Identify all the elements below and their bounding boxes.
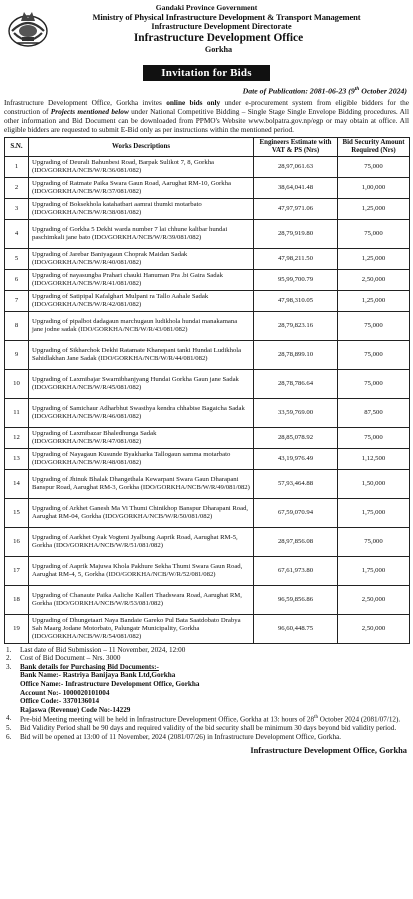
- cell-security: 2,50,000: [338, 269, 410, 290]
- note-3-text: Bank details for Purchasing Bid Documents:-: [20, 662, 159, 671]
- nepal-emblem-icon: [7, 9, 49, 49]
- cell-sn: 7: [5, 290, 29, 311]
- cell-description: Upgrading of Ratmate Paika Swara Gaun Road, Aarughat RM-10, Gorkha (IDO/GORKHA/NCB/W/R/37/081/082): [29, 177, 254, 198]
- table-row: [5, 290, 410, 311]
- invitation-banner: Invitation for Bids: [143, 65, 269, 81]
- cell-sn: 19: [5, 614, 29, 643]
- cell-security: 1,75,000: [338, 498, 410, 527]
- cell-sn: 3: [5, 198, 29, 219]
- bank-details: [4, 671, 409, 714]
- notes-list: [4, 646, 409, 742]
- note-6: 6. Bid will be opened at 13:00 of 11 November, 2024 (2081/07/26) in Infrastructure Development Office, Gorkha.: [4, 733, 409, 742]
- intro-bold-online-bids: online bids only: [166, 97, 221, 107]
- table-row: [5, 198, 410, 219]
- province-line: Gandaki Province Government: [155, 3, 258, 12]
- cell-security: 75,000: [338, 219, 410, 248]
- cell-security: 75,000: [338, 527, 410, 556]
- header-estimate: Engineers Estimate with VAT & PS (Nrs): [254, 137, 338, 156]
- intro-italic-projects: Projects mentioned below: [50, 106, 129, 116]
- district-line: Gorkha: [204, 45, 233, 54]
- note-1-text: Last date of Bid Submission – 11 November, 2024, 12:00: [20, 645, 186, 654]
- cell-estimate: 28,78,899.10: [254, 340, 338, 369]
- header-works: Works Descriptions: [29, 137, 254, 156]
- cell-estimate: 67,61,973.80: [254, 556, 338, 585]
- cell-sn: 13: [5, 448, 29, 469]
- intro-part-2: under e-procurement system from eligible bidders for the construction of: [4, 97, 410, 116]
- note-5: 5. Bid Validity Period shall be 90 days and required validity of the bid security shall be minimum 30 days beyond bid validity period.: [4, 724, 409, 733]
- banner-wrap: [4, 63, 409, 81]
- publication-date-label: Date of Publication: 2081-06-23 (9: [242, 86, 355, 96]
- bank-name: Bank Name:- Rastriya Banijaya Bank Ltd,Gorkha: [20, 671, 176, 680]
- note-6-text: Bid will be opened at 13:00 of 11 November, 2024 (2081/07/26) in Infrastructure Development Office, Gorkha.: [20, 732, 342, 741]
- header-sn: S.N.: [5, 137, 29, 156]
- cell-sn: 1: [5, 156, 29, 177]
- table-row: [5, 369, 410, 398]
- cell-security: 75,000: [338, 156, 410, 177]
- table-row: [5, 614, 410, 643]
- cell-sn: 4: [5, 219, 29, 248]
- cell-description: Upgrading of Arkhet Ganesh Ma Vi Thumi Chinikhop Banspur Dharapani Road, Aarughat RM-04, Gorkha (IDO/GORKHA/NCB/W/R/50/081/082): [29, 498, 254, 527]
- cell-estimate: 67,59,070.94: [254, 498, 338, 527]
- cell-security: 75,000: [338, 340, 410, 369]
- cell-security: 1,25,000: [338, 290, 410, 311]
- note-1: 1. Last date of Bid Submission – 11 November, 2024, 12:00: [4, 646, 409, 655]
- ministry-line: Ministry of Physical Infrastructure Development & Transport Management: [92, 12, 361, 22]
- cell-description: Upgrading of Aaprik Majuwa Khola Pakhure Sekha Thumi Swara Gaun Road, Aarughat RM-4, 5, Gorkha (IDO/GORKHA/NCB/W/R/52/081/082): [29, 556, 254, 585]
- publication-date-tail: October 2024): [359, 86, 407, 96]
- table-row: [5, 311, 410, 340]
- table-row: [5, 219, 410, 248]
- cell-estimate: 33,59,769.00: [254, 398, 338, 427]
- cell-description: Upgrading of Boksekhola katahatbari aamrai thumki motarbato (IDO/GORKHA/NCB/W/R/38/081/082): [29, 198, 254, 219]
- intro-part-3: under National Competitive Bidding – Single Stage Single Envelope Bidding procedures. All other information and Bid Document can be downloaded from PPMO's Website www.bolpatra.gov.np/egp or may obtain at office. All eligible bidders are requested to submit E-Bid only as per instructions within the mentioned period.: [4, 106, 409, 134]
- cell-sn: 18: [5, 585, 29, 614]
- cell-sn: 17: [5, 556, 29, 585]
- cell-description: Upgrading of Jarebar Baniyagaun Choprak Maidan Sadak (IDO/GORKHA/NCB/W/R/40/081/082): [29, 248, 254, 269]
- directorate-line: Infrastructure Development Directorate: [151, 22, 292, 31]
- cell-security: 1,25,000: [338, 248, 410, 269]
- cell-sn: 11: [5, 398, 29, 427]
- bank-office-code: Office Code:- 3370136014: [20, 697, 100, 706]
- table-row: [5, 340, 410, 369]
- cell-description: Upgrading of Satipipal Kafalghari Mulpani ra Tallo Aahale Sadak (IDO/GORKHA/NCB/W/R/42/081/082): [29, 290, 254, 311]
- publication-date: [4, 84, 409, 97]
- header: [4, 0, 409, 60]
- table-row: [5, 248, 410, 269]
- cell-estimate: 28,85,078.92: [254, 427, 338, 448]
- cell-description: Upgrading of Jhinuk Bhalak Dhangethala Kewarpani Swara Gaun Dharapani Banspur Road, Aarughat RM-3, Gorkha (IDO/GORKHA/NCB/W/R/49/081/082): [29, 469, 254, 498]
- note-4-part-b: October 2024 (2081/07/12).: [317, 715, 401, 724]
- cell-description: Upgrading of pipalbot dadagaun marchugaun ludikhola hundai manakamana jane jodne sadak (IDO/GORKHA/NCB/W/R/43/081/082): [29, 311, 254, 340]
- table-row: [5, 156, 410, 177]
- publication-date-sup: th: [354, 86, 360, 92]
- cell-description: Upgrading of Aarkhet Oyak Vogteni Jyalbung Aaprik Road, Aarughat RM-5, Gorkha (IDO/GORKHA/NCB/W/R/51/081/082): [29, 527, 254, 556]
- cell-estimate: 96,59,856.86: [254, 585, 338, 614]
- cell-estimate: 28,79,823.16: [254, 311, 338, 340]
- cell-description: Upgrading of nayasungba Prahari chauki Hanuman Pra .bi Gaira Sadak (IDO/GORKHA/NCB/W/R/41/081/082): [29, 269, 254, 290]
- cell-description: Upgrading of Dhungetaari Naya Bandaie Gareko Pul Bata Saatdobato Drabya Sah Maarg Jodane Motorbato, Palungatr Municipality, Gorkha (IDO/GORKHA/NCB/W/R/54/081/082): [29, 614, 254, 643]
- note-3: 3. Bank details for Purchasing Bid Documents:-: [4, 663, 409, 672]
- cell-description: Upgrading of Laxmibazar Bhaledhunga Sadak (IDO/GORKHA/NCB/W/R/47/081/082): [29, 427, 254, 448]
- note-5-text: Bid Validity Period shall be 90 days and required validity of the bid security shall be minimum 30 days beyond bid validity period.: [20, 724, 397, 733]
- cell-description: Upgrading of Chanaute Paika Aaliche Kalleri Thadswara Road, Aarughat RM, Gorkha (IDO/GORKHA/NCB/W/R/53/081/082): [29, 585, 254, 614]
- cell-sn: 16: [5, 527, 29, 556]
- cell-estimate: 28,78,786.64: [254, 369, 338, 398]
- cell-sn: 15: [5, 498, 29, 527]
- cell-estimate: 57,93,464.88: [254, 469, 338, 498]
- note-4: 4. Pre-bid Meeting meeting will be held in Infrastructure Development Office, Gorkha at 13: hours of 28th October 2024 (2081/07/12).: [4, 714, 409, 724]
- cell-sn: 9: [5, 340, 29, 369]
- signature-line: Infrastructure Development Office, Gorkha: [250, 745, 407, 755]
- cell-estimate: 38,64,041.48: [254, 177, 338, 198]
- table-row: [5, 469, 410, 498]
- cell-security: 1,25,000: [338, 198, 410, 219]
- cell-description: Upgrading of Laxmibajar Swarnibhanjyang Hundai Gorkha Gaun jane Sadak (IDO/GORKHA/NCB/W/R/45/081/082): [29, 369, 254, 398]
- cell-description: Upgrading of Deurali Bahunbesi Road, Barpak Sulikot 7, 8, Gorkha (IDO/GORKHA/NCB/W/R/36/081/082): [29, 156, 254, 177]
- cell-sn: 12: [5, 427, 29, 448]
- cell-estimate: 28,97,061.63: [254, 156, 338, 177]
- cell-security: 75,000: [338, 369, 410, 398]
- note-4-sup: th: [314, 715, 318, 721]
- bank-office-name: Office Name:- Infrastructure Development Office, Gorkha: [20, 679, 200, 688]
- cell-estimate: 43,19,976.49: [254, 448, 338, 469]
- cell-description: Upgrading of Sikharchok Dekhi Ratamate Khanepani tanki Hundai Ludikhola Sahidlakhan Jane Sadak (IDO/GORKHA/NCB/W/R/44/081/082): [29, 340, 254, 369]
- table-row: [5, 398, 410, 427]
- cell-security: 75,000: [338, 427, 410, 448]
- cell-description: Upgrading of Samichaur Adharbhut Swasthya kendra chhabise Bagaicha Sadak (IDO/GORKHA/NCB/W/R/46/081/082): [29, 398, 254, 427]
- office-title: Infrastructure Development Office: [133, 32, 304, 44]
- bank-revenue-code: Rajaswa (Revenue) Code No:-14229: [20, 705, 131, 714]
- table-row: [5, 585, 410, 614]
- cell-security: 75,000: [338, 311, 410, 340]
- cell-security: 1,00,000: [338, 177, 410, 198]
- note-4-part-a: Pre-bid Meeting meeting will be held in Infrastructure Development Office, Gorkha at 13: hours of 28: [20, 715, 315, 724]
- table-row: [5, 448, 410, 469]
- cell-security: 2,50,000: [338, 614, 410, 643]
- cell-estimate: 28,79,919.80: [254, 219, 338, 248]
- cell-security: 87,500: [338, 398, 410, 427]
- cell-estimate: 96,60,448.75: [254, 614, 338, 643]
- cell-estimate: 47,98,211.50: [254, 248, 338, 269]
- table-row: [5, 269, 410, 290]
- header-security: Bid Security Amount Required (Nrs): [338, 137, 410, 156]
- cell-sn: 8: [5, 311, 29, 340]
- note-4-text: [20, 714, 409, 724]
- cell-estimate: 47,98,310.05: [254, 290, 338, 311]
- cell-security: 1,12,500: [338, 448, 410, 469]
- cell-sn: 10: [5, 369, 29, 398]
- table-row: [5, 177, 410, 198]
- cell-estimate: 95,99,700.79: [254, 269, 338, 290]
- cell-sn: 14: [5, 469, 29, 498]
- table-row: [5, 498, 410, 527]
- cell-estimate: 47,97,971.06: [254, 198, 338, 219]
- cell-description: Upgrading of Nayagaun Kusunde Byakharka Tallogaun samma motarbato (IDO/GORKHA/NCB/W/R/48/081/082): [29, 448, 254, 469]
- table-row: [5, 556, 410, 585]
- cell-description: Upgrading of Gorkha 5 Dekhi warda number 7 lai chhune kalibar hundai paschimkali jane bato (IDO/GORKHA/NCB/W/R/39/081/082): [29, 219, 254, 248]
- note-2: 2. Cost of Bid Document – Nrs. 3000: [4, 654, 409, 663]
- bids-table: [4, 137, 410, 644]
- table-row: [5, 427, 410, 448]
- cell-sn: 5: [5, 248, 29, 269]
- intro-paragraph: [4, 98, 409, 134]
- table-row: [5, 527, 410, 556]
- cell-sn: 6: [5, 269, 29, 290]
- note-2-text: Cost of Bid Document – Nrs. 3000: [20, 654, 121, 663]
- bank-account-number: Account No:- 1000020101004: [20, 688, 110, 697]
- cell-sn: 2: [5, 177, 29, 198]
- table-header-row: [5, 137, 410, 156]
- intro-part-1: Infrastructure Development Office, Gorkha invites: [4, 97, 167, 107]
- cell-security: 1,50,000: [338, 469, 410, 498]
- cell-security: 2,50,000: [338, 585, 410, 614]
- cell-security: 1,75,000: [338, 556, 410, 585]
- table-body: [5, 156, 410, 643]
- cell-estimate: 28,97,856.08: [254, 527, 338, 556]
